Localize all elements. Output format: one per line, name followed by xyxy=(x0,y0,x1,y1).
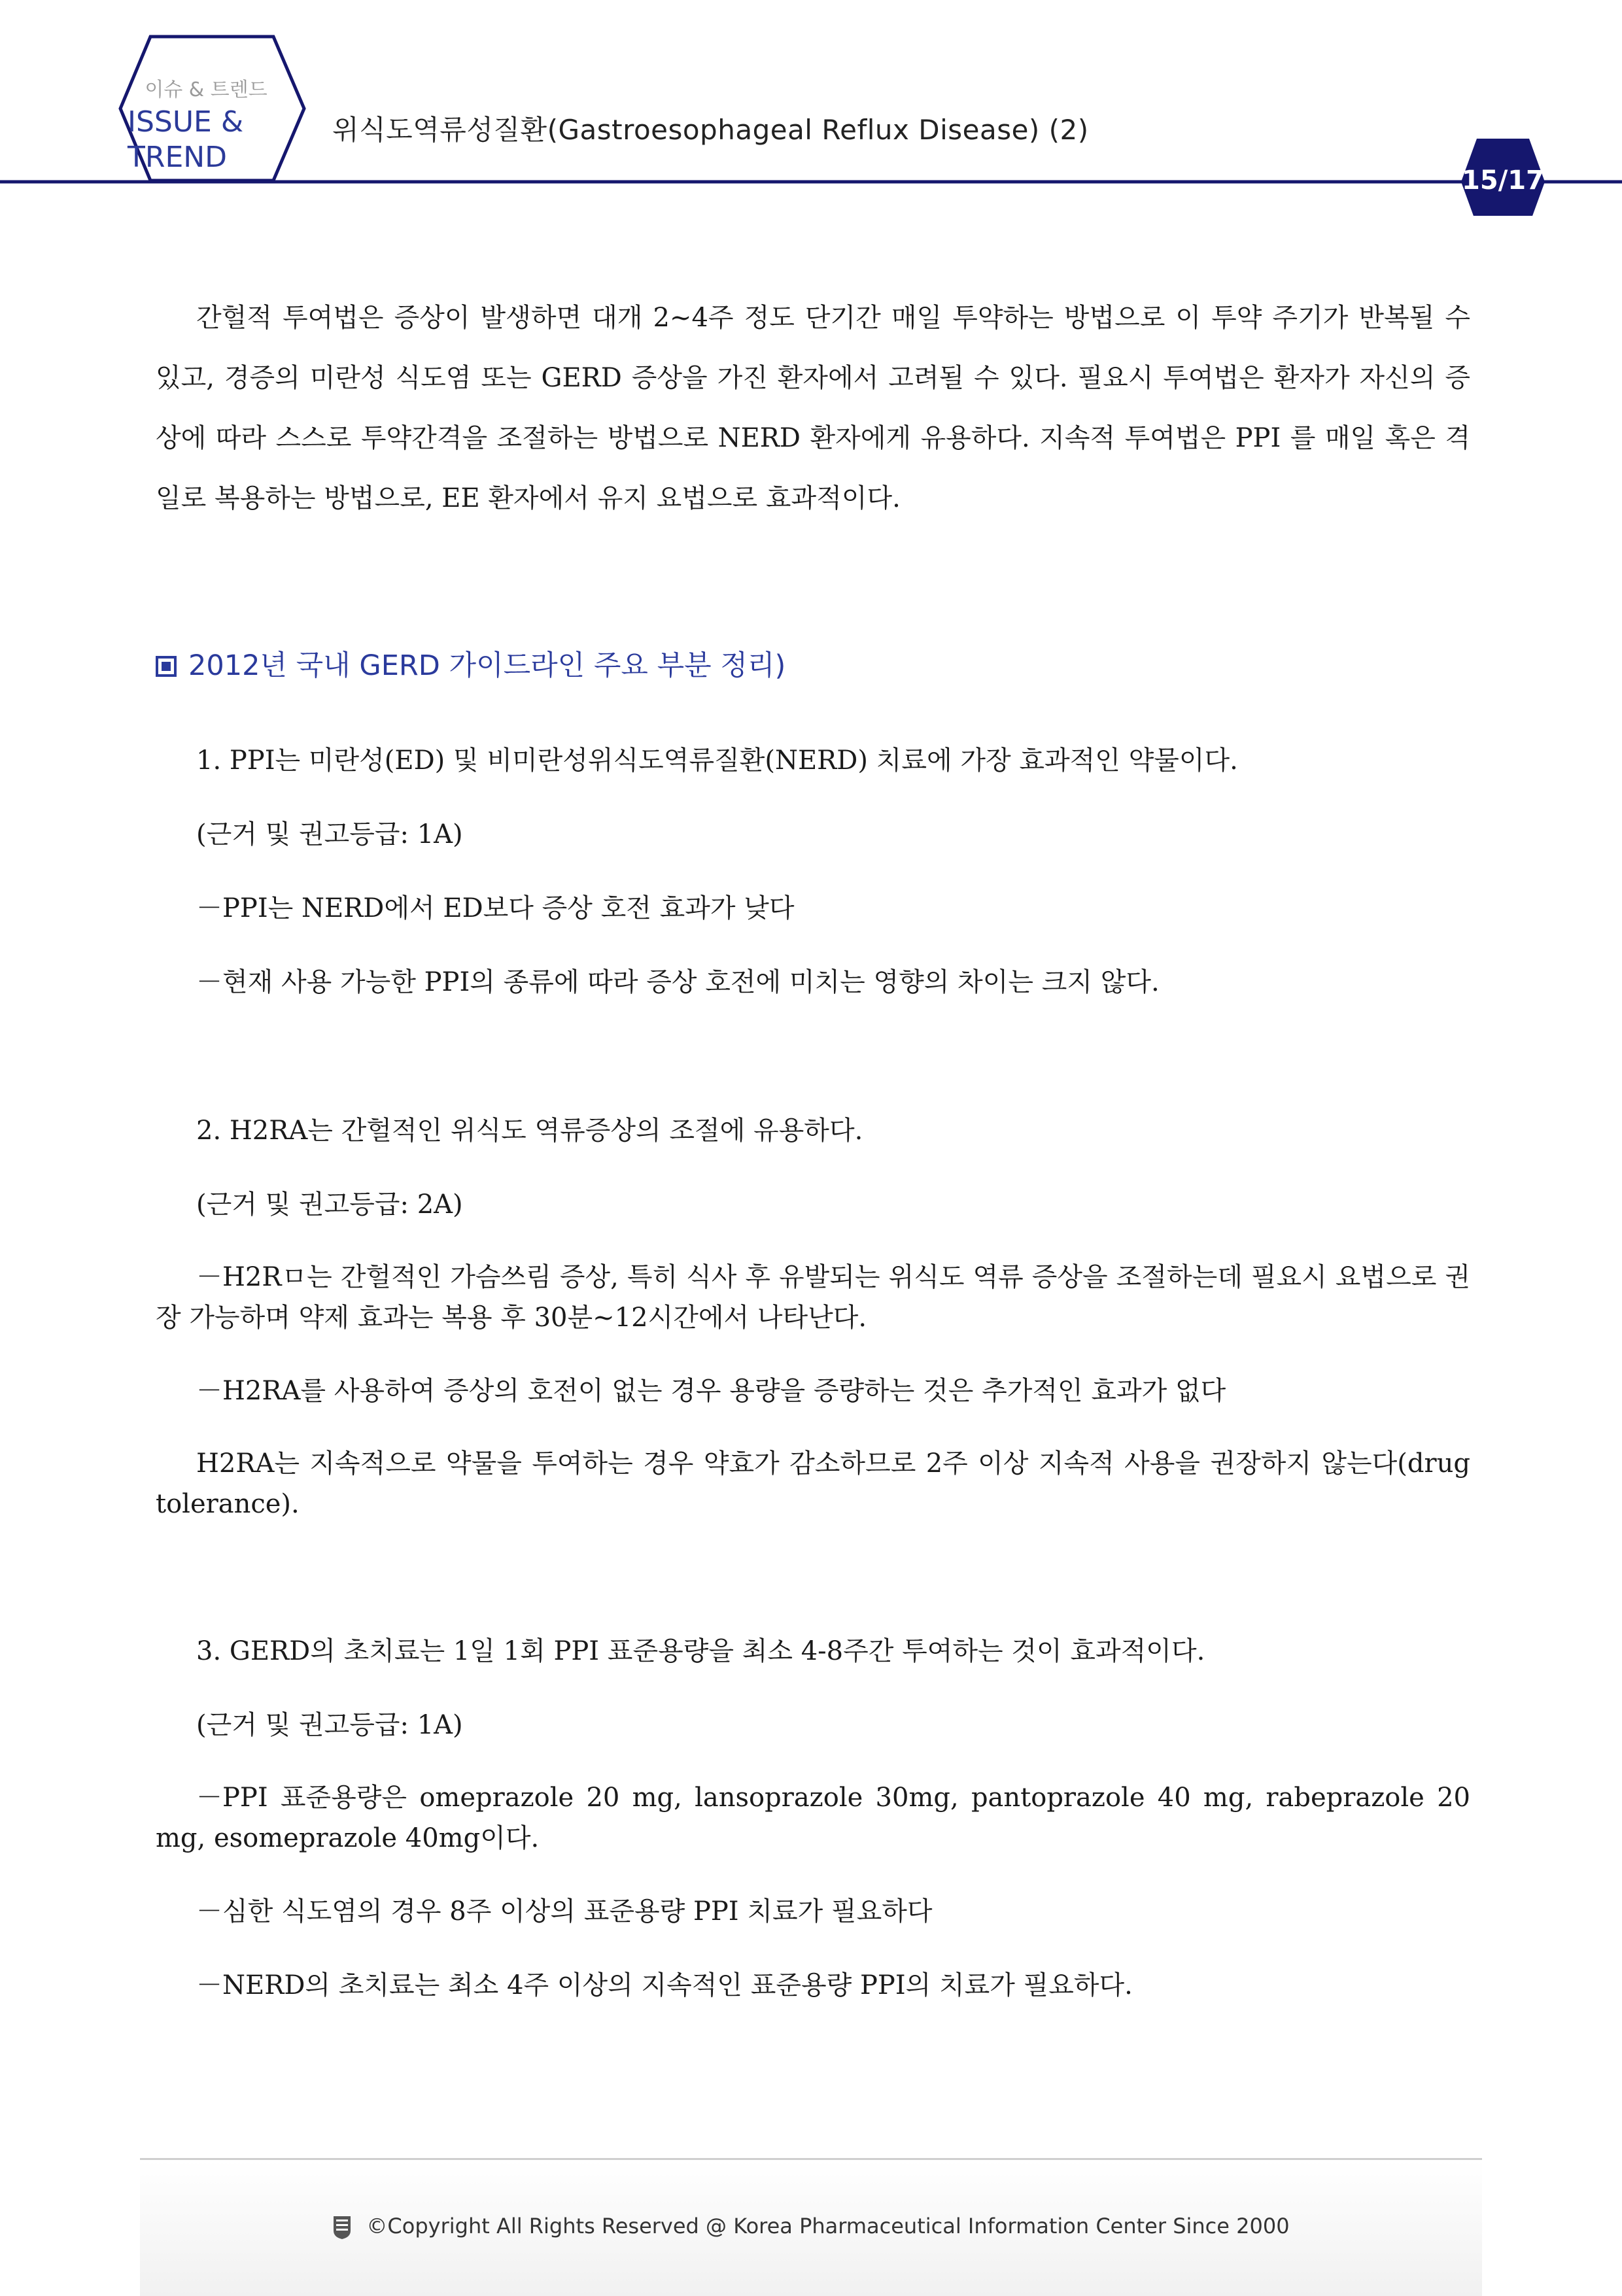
square-bullet-icon xyxy=(156,656,177,677)
item-1-grade: (근거 및 권고등급: 1A) xyxy=(196,819,463,849)
item-2-heading: 2. H2RA는 간헐적인 위식도 역류증상의 조절에 유용하다. xyxy=(196,1116,863,1146)
item-1-heading: 1. PPI는 미란성(ED) 및 비미란성위식도역류질환(NERD) 치료에 가장 효과적인 약물이다. xyxy=(196,745,1238,776)
badge-subtitle: 이슈 & 트렌드 xyxy=(145,78,267,101)
section-heading-text: 2012년 국내 GERD 가이드라인 주요 부분 정리) xyxy=(188,649,786,682)
item-1-note-2: －현재 사용 가능한 PPI의 종류에 따라 증상 호전에 미치는 영향의 차이는 크지 않다. xyxy=(196,967,1160,997)
item-3-note-2: －심한 식도염의 경우 8주 이상의 표준용량 PPI 치료가 필요하다 xyxy=(196,1896,933,1927)
item-2-note-2: －H2RA를 사용하여 증상의 호전이 없는 경우 용량을 증량하는 것은 추가적인 효과가 없다 xyxy=(196,1376,1226,1406)
item-3-note-1: －PPI 표준용량은 omeprazole 20 mg, lansoprazole 30mg, pantoprazole 40 mg, rabeprazole 20 mg, esomeprazole 40mg이다. xyxy=(156,1783,1470,1853)
page-footer xyxy=(140,2158,1482,2296)
kpic-logo-icon xyxy=(332,2215,352,2240)
item-2-note-1: －H2Rㅁ는 간헐적인 가슴쓰림 증상, 특히 식사 후 유발되는 위식도 역류 증상을 조절하는데 필요시 요법으로 권장 가능하며 약제 효과는 복용 후 30분~12시간에서 나타난다. xyxy=(156,1262,1470,1333)
intro-paragraph: 간헐적 투여법은 증상이 발생하면 대개 2~4주 정도 단기간 매일 투약하는 방법으로 이 투약 주기가 반복될 수 있고, 경증의 미란성 식도염 또는 GERD 증상을 가진 환자에서 고려될 수 있다. 필요시 투여법은 환자가 자신의 증상에 따라 스스로 투약간격을 조절하는 방법으로 NERD 환자에게 유용하다. 지속적 투여법은 PPI 를 매일 혹은 격일로 복용하는 방법으로, EE 환자에서 유지 요법으로 효과적이다. xyxy=(156,303,1470,513)
page-header xyxy=(0,0,1622,216)
item-3-note-3: －NERD의 초치료는 최소 4주 이상의 지속적인 표준용량 PPI의 치료가 필요하다. xyxy=(196,1970,1133,2000)
badge-title-line1: ISSUE & xyxy=(128,105,244,139)
badge-title-line2: TREND xyxy=(128,141,228,174)
item-3-heading: 3. GERD의 초치료는 1일 1회 PPI 표준용량을 최소 4-8주간 투여하는 것이 효과적이다. xyxy=(196,1636,1205,1666)
intro-section xyxy=(156,288,1470,528)
footer-copyright: ©Copyright All Rights Reserved @ Korea Pharmaceutical Information Center Since 2000 xyxy=(366,2214,1290,2238)
page-number: 15/17 xyxy=(1462,165,1544,196)
section-heading xyxy=(156,643,785,683)
item-2-note-3: H2RA는 지속적으로 약물을 투여하는 경우 약효가 감소하므로 2주 이상 지속적 사용을 권장하지 않는다(drug tolerance). xyxy=(156,1448,1470,1519)
item-2-grade: (근거 및 권고등급: 2A) xyxy=(196,1190,463,1220)
badge-title xyxy=(128,105,285,175)
item-1-note-1: －PPI는 NERD에서 ED보다 증상 호전 효과가 낮다 xyxy=(196,893,795,923)
footer-copyright-row xyxy=(140,2214,1482,2240)
document-title: 위식도역류성질환(Gastroesophageal Reflux Disease) (2) xyxy=(332,114,1089,146)
item-3-grade: (근거 및 권고등급: 1A) xyxy=(196,1710,463,1740)
